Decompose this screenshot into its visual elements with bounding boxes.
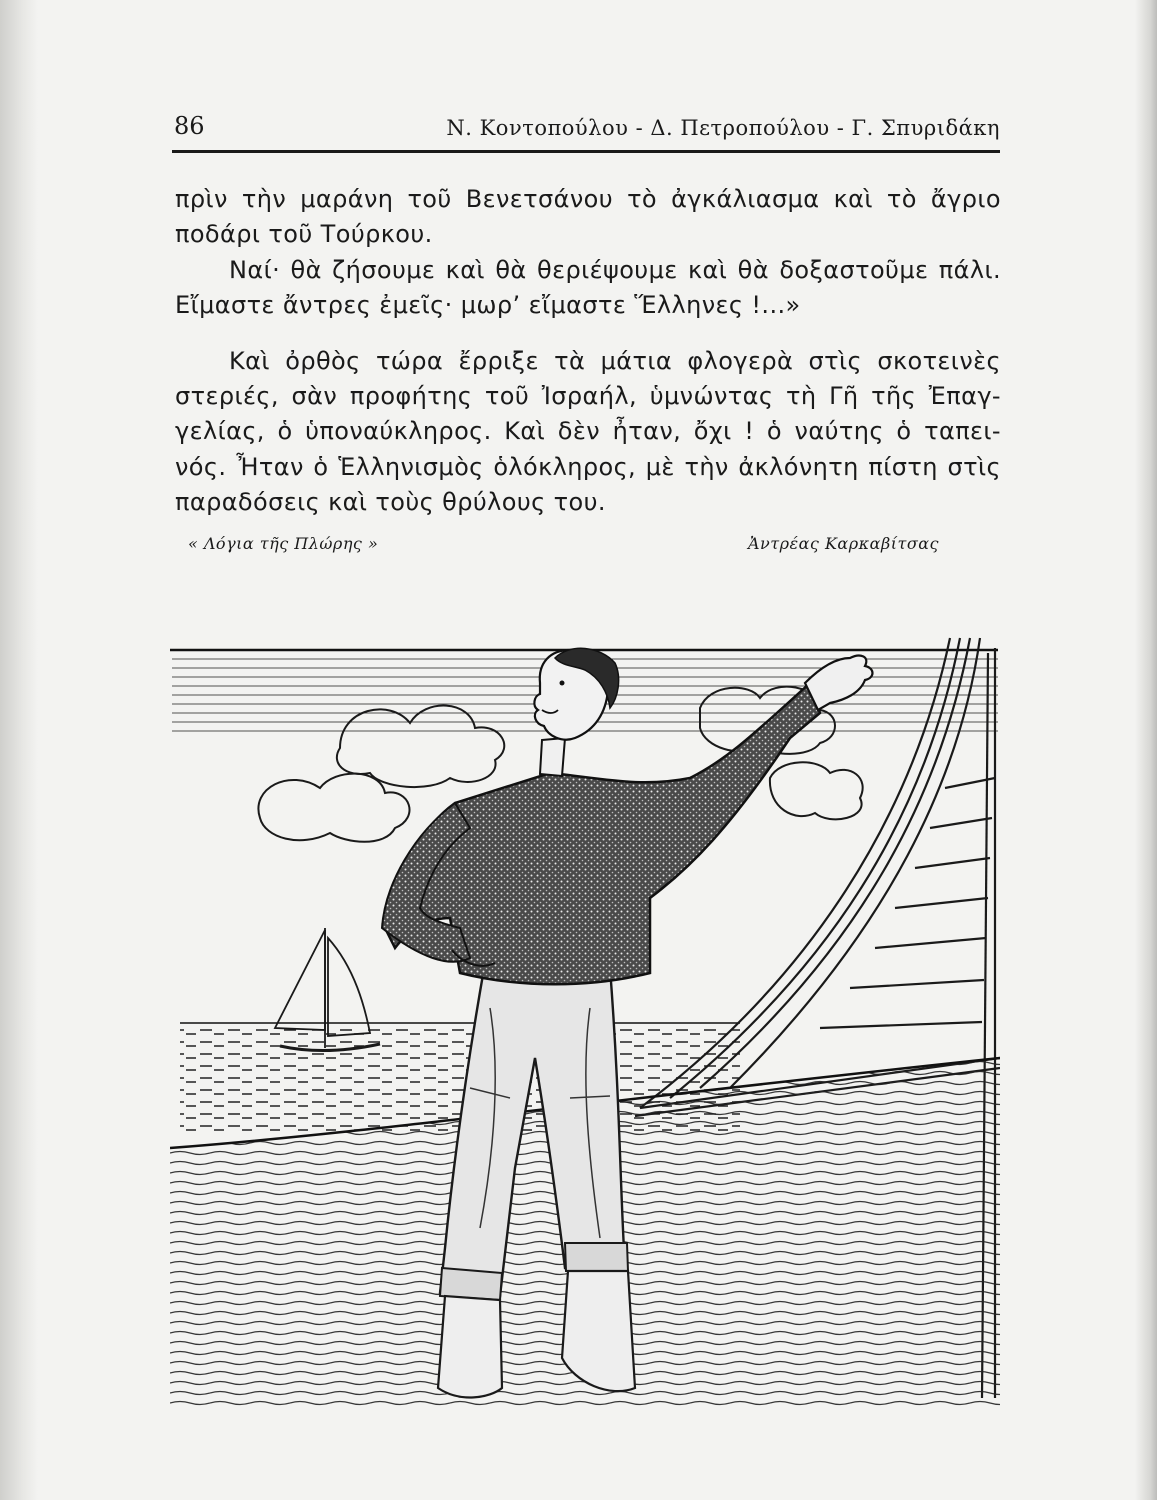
- illustration-drawing: [170, 628, 1000, 1408]
- paragraph-2: [175, 253, 1001, 324]
- text-line: στεριές, σὰν προφήτης τοῦ Ἰσραήλ, ὑμνώντας τὴ Γῆ τῆς Ἐπαγ-: [175, 382, 1001, 411]
- text-line: Καὶ ὀρθὸς τώρα ἔρριξε τὰ μάτια φλογερὰ στὶς σκοτεινὲς: [229, 346, 1001, 375]
- sailor-on-ship-deck-illustration: [170, 628, 1000, 1408]
- main-text: [175, 182, 1001, 521]
- text-line: ποδάρι τοῦ Τούρκου.: [175, 220, 433, 249]
- text-line: πρὶν τὴν μαράνη τοῦ Βενετσάνου τὸ ἀγκάλιασμα καὶ τὸ ἄγριο: [175, 185, 1001, 213]
- source-author: Ἀντρέας Καρκαβίτσας: [748, 534, 939, 553]
- source-work-title: « Λόγια τῆς Πλώρης »: [188, 534, 379, 553]
- text-line: γελίας, ὁ ὑποναύκληρος. Καὶ δὲν ἦταν, ὄχι ! ὁ ναύτης ὁ ταπει-: [175, 417, 1001, 446]
- text-line: Ναί· θὰ ζήσουμε καὶ θὰ θεριέψουμε καὶ θὰ δοξαστοῦμε πάλι.: [229, 255, 1001, 284]
- paragraph-1: [175, 182, 1001, 253]
- text-line: Εἴμαστε ἄντρες ἐμεῖς· μωρ’ εἴμαστε Ἕλληνες !...»: [175, 291, 801, 320]
- text-line: παραδόσεις καὶ τοὺς θρύλους του.: [175, 488, 606, 517]
- page-edge-shadow: [1135, 0, 1157, 1500]
- text-line: νός. Ἦταν ὁ Ἑλληνισμὸς ὁλόκληρος, μὲ τὴν ἀκλόνητη πίστη στὶς: [175, 452, 1001, 481]
- header-rule: [172, 150, 1000, 153]
- book-binding-shadow: [0, 0, 38, 1500]
- page-number: 86: [174, 112, 205, 140]
- running-head-authors: Ν. Κοντοπούλου - Δ. Πετροπούλου - Γ. Σπυριδάκη: [446, 116, 1000, 140]
- page-header: [172, 102, 1000, 152]
- paragraph-3: [175, 344, 1001, 521]
